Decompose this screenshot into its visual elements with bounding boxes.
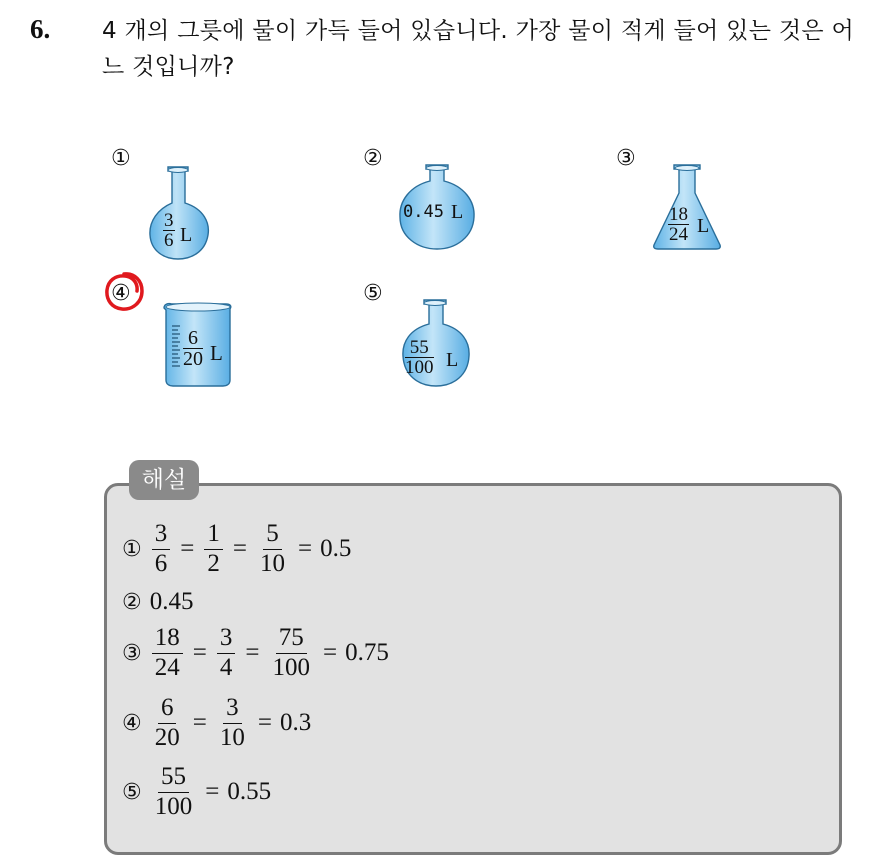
equals-sign: =	[257, 709, 272, 737]
option-3-unit: L	[697, 215, 710, 237]
solution-line-4	[122, 694, 311, 753]
fraction	[269, 624, 313, 683]
option-5-numerator: 55	[405, 338, 434, 358]
numerator: 6	[158, 694, 177, 724]
solution-line-3	[122, 624, 389, 683]
option-1-label: ①	[111, 146, 131, 171]
option-3-denominator: 24	[669, 224, 688, 245]
question-text: 4 개의 그릇에 물이 가득 들어 있습니다. 가장 물이 적게 들어 있는 것은 어느 것입니까?	[102, 18, 854, 80]
option-5-label: ⑤	[363, 281, 383, 306]
result-value: 0.45	[149, 588, 194, 615]
numerator: 55	[158, 763, 189, 793]
denominator: 10	[219, 723, 245, 751]
fraction	[152, 763, 196, 822]
option-1-denominator: 6	[164, 230, 174, 251]
result-value: 0.55	[227, 778, 272, 806]
question-number: 6.	[30, 14, 51, 44]
equals-sign: =	[205, 778, 220, 806]
option-4-fraction	[183, 328, 203, 369]
fraction	[152, 520, 171, 579]
denominator: 24	[154, 653, 180, 681]
option-4-label: ④	[111, 281, 131, 306]
denominator: 100	[154, 792, 193, 820]
option-2-unit: L	[451, 201, 464, 223]
solution-line-5	[122, 763, 271, 822]
option-4-unit: L	[210, 341, 223, 365]
numerator: 5	[263, 520, 282, 550]
solution-line-2	[122, 588, 193, 616]
option-5-fraction	[405, 338, 434, 377]
result-value: 0.75	[345, 639, 389, 667]
solution-line-3-label: ③	[122, 640, 142, 666]
denominator: 2	[207, 549, 220, 577]
result-value: 0.5	[320, 535, 352, 563]
fraction	[204, 520, 223, 579]
numerator: 1	[204, 520, 223, 550]
fraction	[217, 624, 236, 683]
option-1-unit: L	[180, 224, 193, 246]
numerator: 18	[152, 624, 183, 654]
equals-sign: =	[297, 535, 313, 563]
equals-sign: =	[192, 709, 207, 737]
denominator: 20	[154, 723, 180, 751]
denominator: 6	[154, 549, 168, 577]
fraction	[152, 694, 183, 753]
numerator: 75	[276, 624, 307, 654]
fraction	[152, 624, 183, 683]
option-2-value: 0.45	[403, 202, 444, 222]
solution-line-4-label: ④	[122, 710, 142, 736]
result-value: 0.3	[279, 709, 312, 737]
option-3-numerator: 18	[669, 204, 688, 225]
option-4-denominator: 20	[183, 348, 203, 370]
fraction	[257, 520, 288, 579]
numerator: 3	[217, 624, 236, 654]
solution-line-1	[122, 520, 351, 579]
option-5-denominator: 100	[405, 357, 434, 378]
numerator: 3	[223, 694, 242, 724]
equals-sign: =	[232, 535, 247, 563]
option-1-fraction	[163, 211, 175, 250]
option-3-fraction	[668, 205, 689, 244]
solution-line-2-label: ②	[122, 589, 142, 615]
option-2-label: ②	[363, 146, 383, 171]
denominator: 4	[219, 653, 233, 681]
option-5-unit: L	[446, 349, 459, 371]
denominator: 10	[259, 549, 285, 577]
option-1-numerator: 3	[164, 210, 174, 231]
equals-sign: =	[322, 639, 338, 667]
solution-tag: 해설	[129, 460, 199, 500]
option-3-label: ③	[616, 146, 636, 171]
solution-line-1-label: ①	[122, 536, 142, 562]
option-4-numerator: 6	[183, 328, 203, 349]
fraction	[217, 694, 248, 753]
equals-sign: =	[192, 639, 207, 667]
equals-sign: =	[180, 535, 195, 563]
solution-line-5-label: ⑤	[122, 779, 142, 805]
denominator: 100	[272, 653, 310, 681]
equals-sign: =	[245, 639, 260, 667]
numerator: 3	[152, 520, 171, 550]
